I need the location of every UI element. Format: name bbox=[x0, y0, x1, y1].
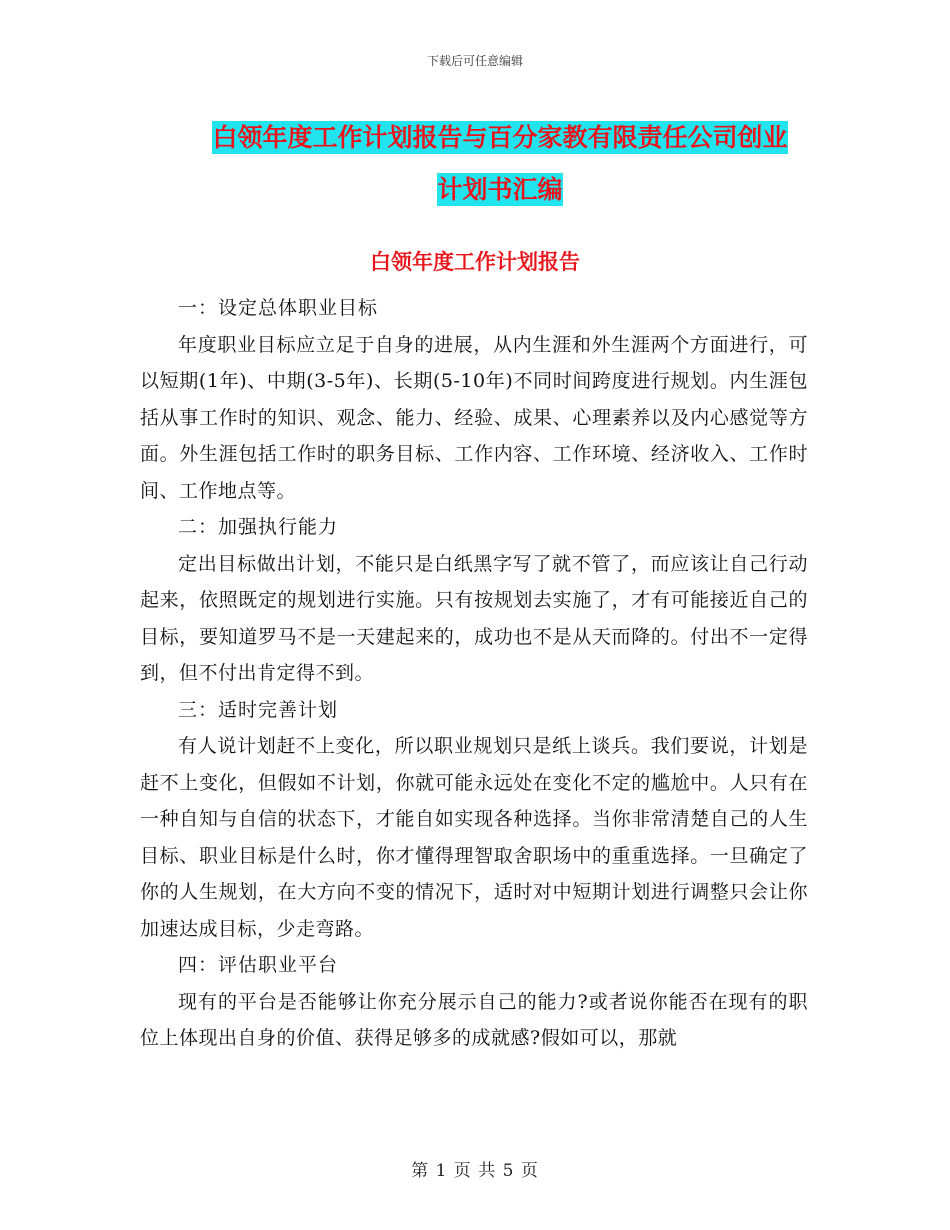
title-highlight: 白领年度工作计划报告与百分家教有限责任公司创业 bbox=[212, 123, 788, 152]
paragraph: 定出目标做出计划，不能只是白纸黑字写了就不管了，而应该让自己行动起来，依照既定的规划进行实施。只有按规划去实施了，才有可能接近自己的目标，要知道罗马不是一天建起来的，成功也不是从天而降的。付出不一定得到，但不付出肯定得不到。 bbox=[140, 552, 808, 684]
document-body bbox=[140, 290, 808, 1057]
subheading-evaluate-platform: 四：评估职业平台 bbox=[178, 954, 339, 976]
document-title-line-1 bbox=[150, 112, 850, 164]
section-title: 白领年度工作计划报告 bbox=[370, 249, 580, 274]
document-title-line-2 bbox=[150, 164, 850, 216]
paragraph: 现有的平台是否能够让你充分展示自己的能力?或者说你能否在现有的职位上体现出自身的价值、获得足够多的成就感?假如可以，那就 bbox=[140, 990, 808, 1049]
subheading-goal: 一：设定总体职业目标 bbox=[178, 297, 379, 319]
subheading-improve-plan: 三：适时完善计划 bbox=[178, 698, 339, 721]
paragraph: 年度职业目标应立足于自身的进展，从内生涯和外生涯两个方面进行，可以短期(1年)、中期(3-5年)、长期(5-10年)不同时间跨度进行规划。内生涯包括从事工作时的知识、观念、能力、经验、成果、心理素养以及内心感觉等方面。外生涯包括工作时的职务目标、工作内容、工作环境、经济收入、工作时间、工作地点等。 bbox=[140, 333, 808, 502]
title-highlight: 计划书汇编 bbox=[437, 175, 563, 204]
paragraph: 有人说计划赶不上变化，所以职业规划只是纸上谈兵。我们要说，计划是赶不上变化，但假如不计划，你就可能永远处在变化不定的尴尬中。人只有在一种自知与自信的状态下，才能自如实现各种选择。当你非常清楚自己的人生目标、职业目标是什么时，你才懂得理智取舍职场中的重重选择。一旦确定了你的人生规划，在大方向不变的情况下，适时对中短期计划进行调整只会让你加速达成目标，少走弯路。 bbox=[140, 735, 808, 940]
header-note: 下载后可任意编辑 bbox=[426, 54, 523, 68]
subheading-execution: 二：加强执行能力 bbox=[178, 516, 339, 538]
document-title bbox=[150, 112, 850, 216]
page-number-footer: 第 1 页 共 5 页 bbox=[411, 1161, 539, 1181]
